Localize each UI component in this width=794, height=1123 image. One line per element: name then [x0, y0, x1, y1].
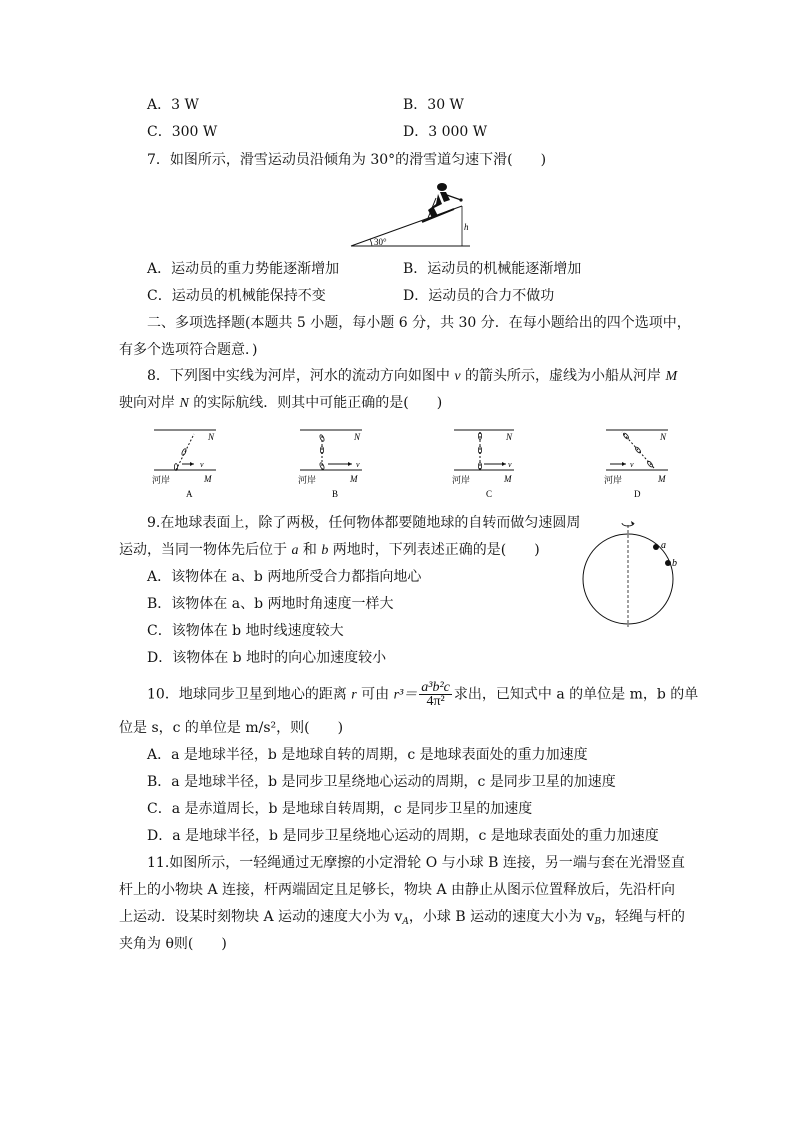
svg-text:C: C: [486, 489, 493, 499]
q7-skier-figure: [348, 178, 474, 250]
q11-stem-line1: 11.如图所示，一轻绳通过无摩擦的小定滑轮 O 与小球 B 连接，另一端与套在光滑竖直: [147, 855, 685, 871]
q11-stem-line2: 杆上的小物块 A 连接，杆两端固定且足够长，物块 A 由静止从图示位置释放后，先沿杆向: [119, 882, 676, 898]
svg-text:河岸: 河岸: [152, 475, 171, 485]
q11-stem-line4: 夹角为 θ则( ): [119, 936, 227, 952]
svg-text:v: v: [200, 460, 204, 469]
svg-text:N: N: [208, 432, 215, 442]
svg-text:A: A: [186, 489, 193, 499]
svg-text:M: M: [350, 474, 358, 484]
svg-text:v: v: [356, 460, 360, 469]
q7-option-c: C．运动员的机械能保持不变: [147, 288, 326, 304]
svg-text:v: v: [508, 460, 512, 469]
svg-text:M: M: [504, 474, 512, 484]
q8-figure-a: [146, 424, 230, 500]
q9-option-a: A．该物体在 a、b 两地所受合力都指向地心: [147, 569, 422, 585]
svg-text:N: N: [506, 432, 513, 442]
q10-option-d: D．a 是地球半径，b 是同步卫星绕地心运动的周期，c 是地球表面处的重力加速度: [147, 828, 659, 844]
q8-figure-b: [292, 424, 376, 500]
q8-figure-d: [600, 424, 684, 500]
section2-heading-line1: 二、多项选择题(本题共 5 小题，每小题 6 分，共 30 分．在每小题给出的四个选项中，: [147, 315, 691, 331]
q7-option-b: B．运动员的机械能逐渐增加: [403, 261, 582, 277]
q8-stem-line2: 驶向对岸 N 的实际航线．则其中可能正确的是( ): [119, 395, 443, 411]
q6-option-c: C．300 W: [147, 124, 218, 140]
svg-text:D: D: [634, 489, 641, 499]
q9-stem-line2: 运动，当同一物体先后位于 a 和 b 两地时，下列表述正确的是( ): [119, 542, 540, 558]
q9-option-d: D．该物体在 b 地时的向心加速度较小: [147, 650, 387, 666]
q10-stem-line2: 位是 s，c 的单位是 m/s²，则( ): [119, 720, 344, 736]
q6-option-d: D．3 000 W: [403, 124, 488, 140]
q10-option-c: C．a 是赤道周长，b 是地球自转周期，c 是同步卫星的加速度: [147, 801, 533, 817]
q9-stem-line1: 9.在地球表面上，除了两极，任何物体都要随地球的自转而做匀速圆周: [147, 515, 581, 531]
svg-text:B: B: [332, 489, 339, 499]
q10-option-a: A．a 是地球半径，b 是地球自转的周期，c 是地球表面处的重力加速度: [147, 747, 588, 763]
point-b-marker: [665, 560, 671, 566]
svg-text:河岸: 河岸: [604, 475, 623, 485]
q7-height-label: h: [464, 222, 469, 232]
q6-option-b: B．30 W: [403, 97, 464, 113]
q9-option-b: B．该物体在 a、b 两地时角速度一样大: [147, 596, 394, 612]
q10-stem-line1: 10．地球同步卫星到地心的距离 r 可由 r³＝ $\frac{\text{a³b²c}}{\text{4π²}}$ 求出，已知式中 a 的单位是 m，b 的单: [147, 680, 699, 709]
point-b-label: b: [672, 558, 677, 569]
q9-earth-figure: [578, 515, 688, 630]
svg-text:N: N: [354, 432, 361, 442]
q11-stem-line3: 上运动．设某时刻物块 A 运动的速度大小为 $v_A$，小球 B 运动的速度大小为 $v_B$，轻绳与杆的: [119, 909, 686, 927]
skier-icon: [422, 183, 463, 222]
q8-figure-c: [448, 424, 532, 500]
q7-stem: 7．如图所示，滑雪运动员沿倾角为 30°的滑雪道匀速下滑( ): [147, 152, 547, 168]
q8-stem-line1: 8．下列图中实线为河岸，河水的流动方向如图中 v 的箭头所示，虚线为小船从河岸 M: [147, 368, 678, 384]
svg-text:v: v: [630, 460, 634, 469]
section2-heading-line2: 有多个选项符合题意．): [119, 342, 258, 358]
q9-option-c: C．该物体在 b 地时线速度较大: [147, 623, 344, 639]
q7-option-d: D．运动员的合力不做功: [403, 288, 555, 304]
q7-angle-label: 30°: [374, 237, 387, 247]
svg-text:N: N: [660, 432, 667, 442]
q10-option-b: B．a 是地球半径，b 是同步卫星绕地心运动的周期，c 是同步卫星的加速度: [147, 774, 616, 790]
svg-text:河岸: 河岸: [452, 475, 471, 485]
svg-text:河岸: 河岸: [298, 475, 317, 485]
svg-text:M: M: [658, 474, 666, 484]
q6-option-a: A．3 W: [147, 97, 199, 113]
q10-formula-fraction: $\frac{\text{a³b²c}}{\text{4π²}}$: [421, 680, 450, 709]
point-a-label: a: [661, 540, 666, 551]
svg-text:M: M: [204, 474, 212, 484]
point-a-marker: [653, 544, 659, 550]
q7-option-a: A．运动员的重力势能逐渐增加: [147, 261, 340, 277]
